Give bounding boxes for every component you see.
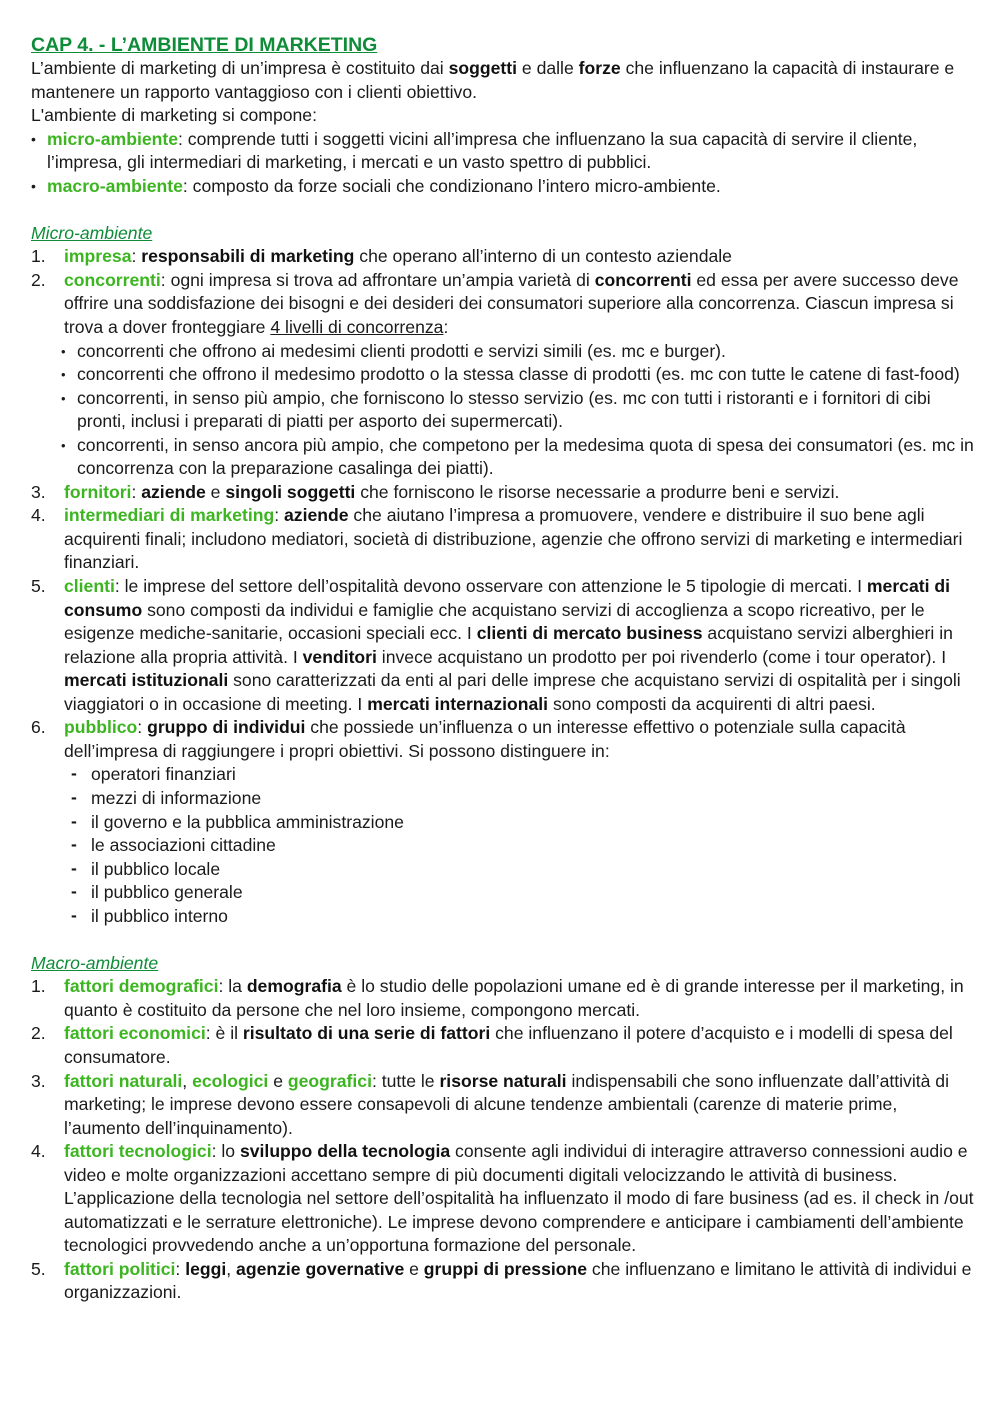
spacer [31,928,976,952]
bold-term: soggetti [448,58,518,78]
section-heading-micro: Micro-ambiente [31,222,153,243]
green-term: fornitori [64,481,132,502]
green-term: geografici [287,1070,372,1091]
sub-bullet: • concorrenti, in senso più ampio, che forniscono lo stesso servizio (es. mc con tutti i ristoranti e i fornitori di cibi pronti, inclusi i preparati di piatti per asporto dei supermercati). [31,387,976,434]
micro-item-intermediari: 4. intermediari di marketing: aziende che aiutano l’impresa a promuovere, vendere e distribuire il suo bene agli acquirenti finali; includono mediatori, società di distribuzione, agenzie che offrono servizi di marketing e intermediari finanziari. [31,505,963,573]
green-term: clienti [64,576,115,597]
micro-item-fornitori: 3. fornitori: aziende e singoli soggetti che forniscono le risorse necessarie a produrre beni e servizi. [31,481,840,502]
sub-bullet: • concorrenti che offrono il medesimo prodotto o la stessa classe di prodotti (es. mc con tutte le catene di fast-food) [31,363,976,387]
micro-item-pubblico: 6. pubblico: gruppo di individui che possiede un’influenza o un interesse effettivo o potenziale sulla capacità dell’impresa di raggiungere i propri obiettivi. Si possono distinguere in: [31,717,906,761]
bullet-macro-ambiente: • macro-ambiente: composto da forze sociali che condizionano l’intero micro-ambiente. [31,175,976,199]
intro-line: L'ambiente di marketing si compone: [31,105,317,126]
dash-item: - mezzi di informazione [31,787,976,811]
micro-item-concorrenti: 2. concorrenti: ogni impresa si trova ad affrontare un’ampia varietà di concorrenti ed essa per avere successo deve offrire una soddisfazione dei bisogni e dei desideri dei consumatori superiore alla concorrenza. Ciascun impresa si trova a dover fronteggiare 4 livelli di concorrenza: [31,269,959,338]
green-term: fattori demografici [64,976,219,997]
green-term: ecologici [192,1070,269,1091]
intro-paragraph: L’ambiente di marketing di un’impresa è costituito dai soggetti e dalle forze che influenzano la capacità di instaurare e mantenere un rapporto vantaggioso con i clienti obiettivo. [31,58,955,102]
green-term: fattori politici [64,1258,176,1279]
green-term: intermediari di marketing [64,505,275,526]
dash-item: - il pubblico interno [31,905,976,929]
green-term: pubblico [64,717,138,738]
macro-item-economici: 2. fattori economici: è il risultato di una serie di fattori che influenzano il potere d’acquisto e i modelli di spesa del consumatore. [31,1023,953,1067]
chapter-title: CAP 4. - L’AMBIENTE DI MARKETING [31,34,378,56]
dash-item: - il governo e la pubblica amministrazione [31,811,976,835]
green-term: concorrenti [64,269,161,290]
dash-item: - il pubblico generale [31,881,976,905]
green-term: impresa [64,246,132,267]
spacer [31,198,976,222]
macro-item-demografici: 1. fattori demografici: la demografia è lo studio delle popolazioni umane ed è di grande interesse per il marketing, in quanto è costituito da persone che nel loro insieme, compongono mercati. [31,976,964,1020]
macro-item-naturali: 3. fattori naturali, ecologici e geografici: tutte le risorse naturali indispensabili che sono influenzate dall’attività di marketing; le imprese devono essere consapevoli di alcune tendenze ambientali (carenze di materie prime, l’aumento dell’inquinamento). [31,1070,949,1138]
green-term: fattori tecnologici [64,1141,212,1162]
document-page [31,33,976,1305]
micro-item-impresa: 1. impresa: responsabili di marketing che operano all’interno di un contesto aziendale [31,246,732,267]
micro-item-clienti: 5. clienti: le imprese del settore dell’ospitalità devono osservare con attenzione le 5 tipologie di mercati. I mercati di consumo sono composti da individui e famiglie che acquistano servizi di accoglienza a scopo ricreativo, per le esigenze mediche-sanitarie, occasioni speciali ecc. I clienti di mercato business acquistano servizi alberghieri in relazione alla propria attività. I venditori invece acquistano un prodotto per poi rivenderlo (come i tour operator). I mercati istituzionali sono caratterizzati da enti al pari delle imprese che acquistano servizi di ospitalità per i singoli viaggiatori o in occasione di meeting. I mercati internazionali sono composti da acquirenti di altri paesi. [31,576,961,714]
green-term: macro-ambiente [47,175,183,196]
green-term: fattori naturali [64,1070,183,1091]
green-term: fattori economici [64,1023,206,1044]
section-heading-macro: Macro-ambiente [31,952,159,973]
underlined-text: 4 livelli di concorrenza [270,317,444,338]
green-term: micro-ambiente [47,128,179,149]
bullet-micro-ambiente: • micro-ambiente: comprende tutti i soggetti vicini all’impresa che influenzano la sua capacità di servire il cliente, l’impresa, gli intermediari di marketing, i mercati e un vasto spettro di pubblici. [31,128,976,175]
bold-term: forze [578,58,621,78]
sub-bullet: • concorrenti che offrono ai medesimi clienti prodotti e servizi simili (es. mc e burger). [31,340,976,364]
macro-item-tecnologici: 4. fattori tecnologici: lo sviluppo della tecnologia consente agli individui di interagire attraverso connessioni audio e video e molte organizzazioni accettano sempre di più documenti digitali velocizzando le attività di business. L’applicazione della tecnologia nel settore dell’ospitalità ha influenzato il modo di fare business (ad es. il check in /out automatizzati e le serrature elettroniche). Le imprese devono comprendere e anticipare i cambiamenti dell’ambiente tecnologici provvedendo anche a un’opportuna formazione del personale. [31,1141,974,1256]
dash-item: - il pubblico locale [31,858,976,882]
sub-bullet: • concorrenti, in senso ancora più ampio, che competono per la medesima quota di spesa dei consumatori (es. mc in concorrenza con la preparazione casalinga dei piatti). [31,434,976,481]
macro-item-politici: 5. fattori politici: leggi, agenzie governative e gruppi di pressione che influenzano e limitano le attività di individui e organizzazioni. [31,1258,972,1303]
dash-item: - operatori finanziari [31,763,976,787]
dash-item: - le associazioni cittadine [31,834,976,858]
